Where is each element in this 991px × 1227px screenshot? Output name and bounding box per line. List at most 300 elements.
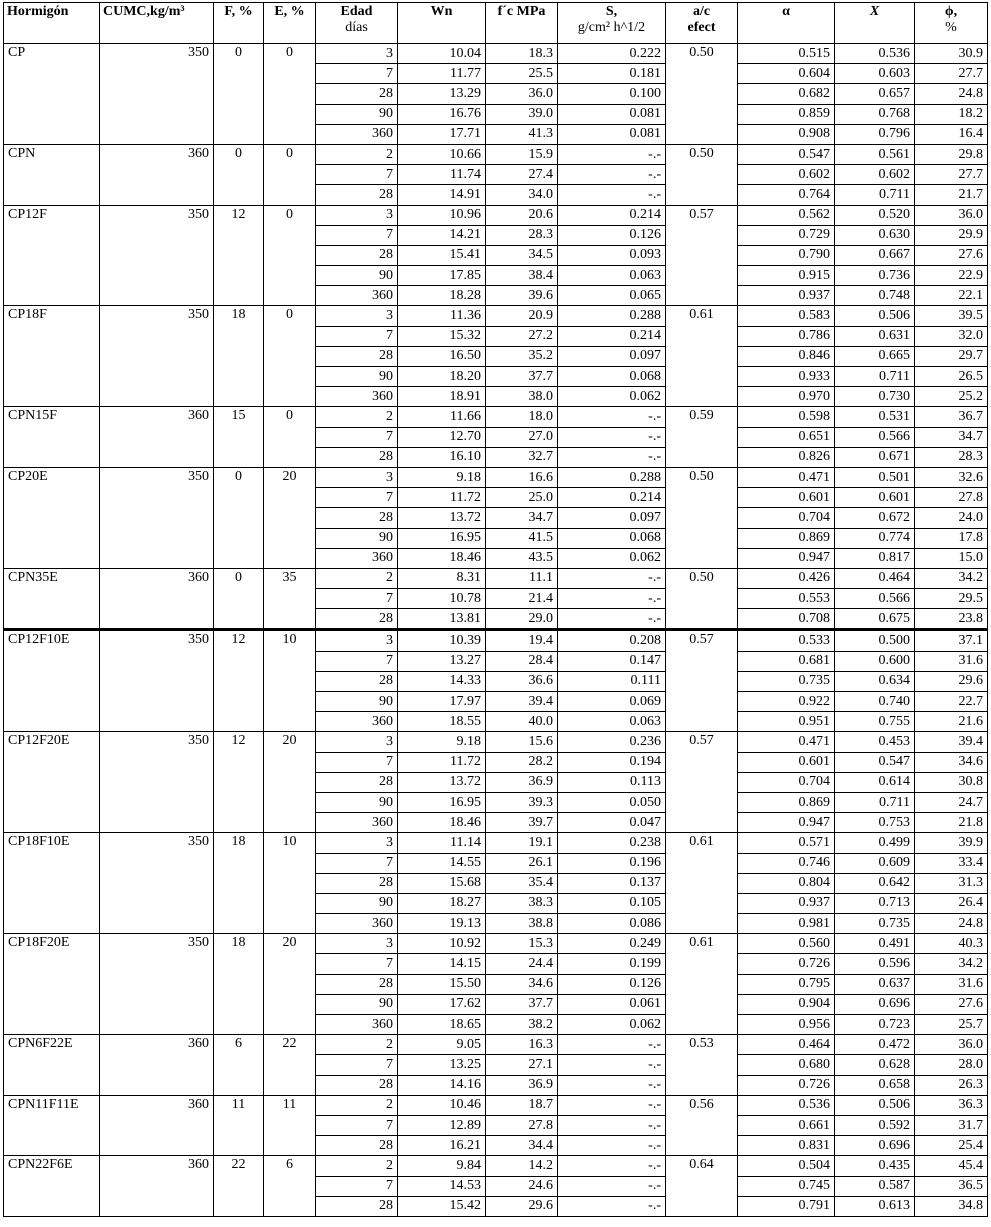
x-cell: 0.755	[835, 712, 915, 732]
wn-cell: 15.41	[398, 245, 486, 265]
f-cell: 11	[214, 1095, 264, 1156]
s-cell: 0.065	[558, 286, 666, 306]
fc-cell: 34.7	[486, 508, 558, 528]
x-cell: 0.675	[835, 609, 915, 630]
x-cell: 0.774	[835, 528, 915, 548]
x-cell: 0.566	[835, 427, 915, 447]
edad-cell: 2	[316, 568, 398, 588]
edad-cell: 360	[316, 914, 398, 934]
phi-cell: 31.6	[915, 974, 988, 994]
fc-cell: 27.2	[486, 326, 558, 346]
s-cell: -.-	[558, 1176, 666, 1196]
f-cell: 12	[214, 732, 264, 833]
wn-cell: 18.27	[398, 893, 486, 913]
wn-cell: 9.18	[398, 732, 486, 752]
wn-cell: 14.53	[398, 1176, 486, 1196]
phi-cell: 39.4	[915, 732, 988, 752]
alpha-cell: 0.471	[738, 732, 835, 752]
alpha-cell: 0.661	[738, 1115, 835, 1135]
edad-cell: 28	[316, 185, 398, 205]
edad-cell: 28	[316, 1075, 398, 1095]
alpha-cell: 0.536	[738, 1095, 835, 1115]
alpha-cell: 0.915	[738, 266, 835, 286]
s-cell: 0.062	[558, 1015, 666, 1035]
ac-cell: 0.61	[666, 306, 738, 407]
wn-cell: 10.39	[398, 630, 486, 651]
fc-cell: 36.0	[486, 84, 558, 104]
s-cell: 0.236	[558, 732, 666, 752]
fc-cell: 41.5	[486, 528, 558, 548]
fc-cell: 16.3	[486, 1035, 558, 1055]
s-cell: 0.199	[558, 954, 666, 974]
fc-cell: 15.3	[486, 934, 558, 954]
x-cell: 0.491	[835, 934, 915, 954]
phi-cell: 30.8	[915, 772, 988, 792]
fc-cell: 19.1	[486, 833, 558, 853]
f-cell: 18	[214, 934, 264, 1035]
edad-cell: 7	[316, 64, 398, 84]
table-row	[4, 1035, 988, 1055]
s-cell: 0.069	[558, 692, 666, 712]
wn-cell: 15.32	[398, 326, 486, 346]
alpha-cell: 0.735	[738, 671, 835, 691]
s-cell: -.-	[558, 165, 666, 185]
wn-cell: 11.77	[398, 64, 486, 84]
edad-cell: 7	[316, 165, 398, 185]
s-cell: 0.100	[558, 84, 666, 104]
e-cell: 10	[264, 630, 316, 732]
phi-cell: 27.7	[915, 165, 988, 185]
edad-cell: 28	[316, 1136, 398, 1156]
fc-cell: 28.3	[486, 225, 558, 245]
wn-cell: 13.72	[398, 508, 486, 528]
alpha-cell: 0.908	[738, 124, 835, 144]
x-cell: 0.711	[835, 367, 915, 387]
fc-cell: 39.6	[486, 286, 558, 306]
s-cell: 0.068	[558, 367, 666, 387]
wn-cell: 10.78	[398, 589, 486, 609]
edad-cell: 28	[316, 873, 398, 893]
edad-cell: 3	[316, 833, 398, 853]
phi-cell: 29.5	[915, 589, 988, 609]
fc-cell: 15.9	[486, 144, 558, 164]
phi-cell: 29.8	[915, 144, 988, 164]
phi-cell: 29.7	[915, 346, 988, 366]
edad-cell: 90	[316, 792, 398, 812]
e-cell: 10	[264, 833, 316, 934]
fc-cell: 34.4	[486, 1136, 558, 1156]
alpha-cell: 0.533	[738, 630, 835, 651]
alpha-cell: 0.947	[738, 813, 835, 833]
fc-cell: 37.7	[486, 367, 558, 387]
s-cell: 0.062	[558, 548, 666, 568]
header-row	[4, 3, 988, 44]
edad-cell: 90	[316, 893, 398, 913]
x-cell: 0.657	[835, 84, 915, 104]
wn-cell: 14.21	[398, 225, 486, 245]
s-cell: 0.147	[558, 651, 666, 671]
fc-cell: 40.0	[486, 712, 558, 732]
edad-cell: 360	[316, 387, 398, 407]
e-cell: 0	[264, 44, 316, 145]
alpha-cell: 0.464	[738, 1035, 835, 1055]
edad-cell: 28	[316, 609, 398, 630]
alpha-cell: 0.869	[738, 528, 835, 548]
cumc-cell: 360	[100, 1156, 214, 1217]
phi-cell: 36.0	[915, 1035, 988, 1055]
wn-cell: 18.91	[398, 387, 486, 407]
data-table	[3, 2, 988, 1217]
alpha-cell: 0.933	[738, 367, 835, 387]
s-cell: 0.196	[558, 853, 666, 873]
x-cell: 0.665	[835, 346, 915, 366]
wn-cell: 18.20	[398, 367, 486, 387]
wn-cell: 11.14	[398, 833, 486, 853]
phi-cell: 28.3	[915, 447, 988, 467]
table-row	[4, 144, 988, 164]
edad-cell: 3	[316, 467, 398, 487]
table-row	[4, 44, 988, 64]
e-cell: 0	[264, 144, 316, 205]
wn-cell: 10.04	[398, 44, 486, 64]
edad-cell: 28	[316, 346, 398, 366]
ac-cell: 0.56	[666, 1095, 738, 1156]
edad-cell: 360	[316, 286, 398, 306]
fc-cell: 11.1	[486, 568, 558, 588]
x-cell: 0.630	[835, 225, 915, 245]
ac-cell: 0.57	[666, 205, 738, 306]
edad-cell: 28	[316, 508, 398, 528]
edad-cell: 360	[316, 124, 398, 144]
x-cell: 0.768	[835, 104, 915, 124]
fc-cell: 35.4	[486, 873, 558, 893]
alpha-cell: 0.790	[738, 245, 835, 265]
phi-cell: 29.6	[915, 671, 988, 691]
phi-cell: 34.2	[915, 568, 988, 588]
wn-cell: 10.46	[398, 1095, 486, 1115]
edad-cell: 90	[316, 367, 398, 387]
s-cell: 0.214	[558, 488, 666, 508]
edad-cell: 90	[316, 266, 398, 286]
alpha-cell: 0.708	[738, 609, 835, 630]
s-cell: 0.249	[558, 934, 666, 954]
phi-cell: 23.8	[915, 609, 988, 630]
e-cell: 0	[264, 306, 316, 407]
cumc-cell: 350	[100, 205, 214, 306]
fc-cell: 18.7	[486, 1095, 558, 1115]
x-cell: 0.464	[835, 568, 915, 588]
wn-cell: 15.42	[398, 1196, 486, 1216]
f-cell: 12	[214, 630, 264, 732]
e-cell: 22	[264, 1035, 316, 1096]
e-cell: 20	[264, 467, 316, 568]
header-wn: Wn	[398, 3, 486, 44]
alpha-cell: 0.826	[738, 447, 835, 467]
wn-cell: 9.18	[398, 467, 486, 487]
edad-cell: 28	[316, 245, 398, 265]
header-hormigon: Hormigón	[4, 3, 100, 44]
fc-cell: 27.1	[486, 1055, 558, 1075]
e-cell: 20	[264, 934, 316, 1035]
s-cell: 0.063	[558, 266, 666, 286]
f-cell: 15	[214, 407, 264, 468]
alpha-cell: 0.726	[738, 954, 835, 974]
wn-cell: 13.25	[398, 1055, 486, 1075]
fc-cell: 38.0	[486, 387, 558, 407]
mix-name-cell: CPN22F6E	[4, 1156, 100, 1217]
mix-name-cell: CP12F10E	[4, 630, 100, 732]
wn-cell: 8.31	[398, 568, 486, 588]
x-cell: 0.740	[835, 692, 915, 712]
header-fc: f´c MPa	[486, 3, 558, 44]
phi-cell: 22.9	[915, 266, 988, 286]
phi-cell: 27.7	[915, 64, 988, 84]
alpha-cell: 0.970	[738, 387, 835, 407]
fc-cell: 20.9	[486, 306, 558, 326]
wn-cell: 19.13	[398, 914, 486, 934]
cumc-cell: 350	[100, 467, 214, 568]
s-cell: 0.050	[558, 792, 666, 812]
edad-cell: 90	[316, 104, 398, 124]
table-row	[4, 732, 988, 752]
wn-cell: 15.50	[398, 974, 486, 994]
s-cell: -.-	[558, 1035, 666, 1055]
phi-cell: 34.2	[915, 954, 988, 974]
x-cell: 0.658	[835, 1075, 915, 1095]
header-alpha: α	[738, 3, 835, 44]
table-row	[4, 467, 988, 487]
fc-cell: 19.4	[486, 630, 558, 651]
wn-cell: 17.62	[398, 994, 486, 1014]
cumc-cell: 350	[100, 44, 214, 145]
mix-name-cell: CP18F10E	[4, 833, 100, 934]
fc-cell: 27.8	[486, 1115, 558, 1135]
edad-cell: 28	[316, 671, 398, 691]
fc-cell: 32.7	[486, 447, 558, 467]
wn-cell: 11.36	[398, 306, 486, 326]
alpha-cell: 0.846	[738, 346, 835, 366]
phi-cell: 21.6	[915, 712, 988, 732]
x-cell: 0.600	[835, 651, 915, 671]
table-row	[4, 306, 988, 326]
fc-cell: 24.4	[486, 954, 558, 974]
s-cell: 0.097	[558, 346, 666, 366]
wn-cell: 14.16	[398, 1075, 486, 1095]
alpha-cell: 0.598	[738, 407, 835, 427]
edad-cell: 7	[316, 954, 398, 974]
fc-cell: 25.0	[486, 488, 558, 508]
s-cell: 0.111	[558, 671, 666, 691]
ac-cell: 0.64	[666, 1156, 738, 1217]
wn-cell: 10.96	[398, 205, 486, 225]
x-cell: 0.631	[835, 326, 915, 346]
phi-cell: 24.8	[915, 914, 988, 934]
fc-cell: 38.3	[486, 893, 558, 913]
f-cell: 6	[214, 1035, 264, 1096]
mix-name-cell: CPN35E	[4, 568, 100, 630]
ac-cell: 0.61	[666, 934, 738, 1035]
edad-cell: 90	[316, 528, 398, 548]
cumc-cell: 360	[100, 1035, 214, 1096]
edad-cell: 2	[316, 407, 398, 427]
x-cell: 0.531	[835, 407, 915, 427]
ac-cell: 0.50	[666, 467, 738, 568]
wn-cell: 9.84	[398, 1156, 486, 1176]
fc-cell: 36.9	[486, 1075, 558, 1095]
edad-cell: 7	[316, 326, 398, 346]
x-cell: 0.601	[835, 488, 915, 508]
cumc-cell: 360	[100, 568, 214, 630]
s-cell: 0.081	[558, 104, 666, 124]
mix-name-cell: CP12F20E	[4, 732, 100, 833]
fc-cell: 18.3	[486, 44, 558, 64]
edad-cell: 3	[316, 630, 398, 651]
alpha-cell: 0.746	[738, 853, 835, 873]
fc-cell: 38.2	[486, 1015, 558, 1035]
phi-cell: 39.5	[915, 306, 988, 326]
phi-cell: 34.7	[915, 427, 988, 447]
phi-cell: 32.6	[915, 467, 988, 487]
f-cell: 12	[214, 205, 264, 306]
wn-cell: 17.71	[398, 124, 486, 144]
x-cell: 0.671	[835, 447, 915, 467]
s-cell: 0.288	[558, 306, 666, 326]
x-cell: 0.609	[835, 853, 915, 873]
edad-cell: 7	[316, 589, 398, 609]
wn-cell: 16.10	[398, 447, 486, 467]
phi-cell: 22.1	[915, 286, 988, 306]
alpha-cell: 0.791	[738, 1196, 835, 1216]
wn-cell: 14.15	[398, 954, 486, 974]
mix-name-cell: CPN	[4, 144, 100, 205]
x-cell: 0.748	[835, 286, 915, 306]
edad-cell: 7	[316, 427, 398, 447]
mix-name-cell: CP12F	[4, 205, 100, 306]
mix-name-cell: CP18F20E	[4, 934, 100, 1035]
ac-cell: 0.50	[666, 568, 738, 630]
edad-cell: 90	[316, 994, 398, 1014]
edad-cell: 28	[316, 1196, 398, 1216]
wn-cell: 16.95	[398, 792, 486, 812]
fc-cell: 34.6	[486, 974, 558, 994]
s-cell: 0.093	[558, 245, 666, 265]
x-cell: 0.614	[835, 772, 915, 792]
x-cell: 0.817	[835, 548, 915, 568]
mix-name-cell: CPN6F22E	[4, 1035, 100, 1096]
alpha-cell: 0.904	[738, 994, 835, 1014]
fc-cell: 39.4	[486, 692, 558, 712]
fc-cell: 24.6	[486, 1176, 558, 1196]
fc-cell: 38.4	[486, 266, 558, 286]
x-cell: 0.667	[835, 245, 915, 265]
wn-cell: 11.72	[398, 488, 486, 508]
x-cell: 0.596	[835, 954, 915, 974]
s-cell: 0.061	[558, 994, 666, 1014]
table-body	[4, 44, 988, 1217]
fc-cell: 14.2	[486, 1156, 558, 1176]
s-cell: 0.288	[558, 467, 666, 487]
x-cell: 0.642	[835, 873, 915, 893]
s-cell: -.-	[558, 589, 666, 609]
edad-cell: 28	[316, 447, 398, 467]
f-cell: 0	[214, 44, 264, 145]
alpha-cell: 0.937	[738, 286, 835, 306]
s-cell: 0.113	[558, 772, 666, 792]
fc-cell: 37.7	[486, 994, 558, 1014]
x-cell: 0.536	[835, 44, 915, 64]
wn-cell: 13.27	[398, 651, 486, 671]
alpha-cell: 0.553	[738, 589, 835, 609]
x-cell: 0.730	[835, 387, 915, 407]
alpha-cell: 0.745	[738, 1176, 835, 1196]
wn-cell: 13.72	[398, 772, 486, 792]
phi-cell: 34.6	[915, 752, 988, 772]
wn-cell: 15.68	[398, 873, 486, 893]
edad-cell: 3	[316, 44, 398, 64]
header-f: F, %	[214, 3, 264, 44]
s-cell: 0.063	[558, 712, 666, 732]
wn-cell: 14.55	[398, 853, 486, 873]
phi-cell: 22.7	[915, 692, 988, 712]
cumc-cell: 350	[100, 833, 214, 934]
phi-cell: 26.5	[915, 367, 988, 387]
alpha-cell: 0.583	[738, 306, 835, 326]
s-cell: 0.194	[558, 752, 666, 772]
s-cell: 0.097	[558, 508, 666, 528]
alpha-cell: 0.471	[738, 467, 835, 487]
x-cell: 0.696	[835, 994, 915, 1014]
phi-cell: 29.9	[915, 225, 988, 245]
phi-cell: 31.3	[915, 873, 988, 893]
cumc-cell: 350	[100, 630, 214, 732]
edad-cell: 7	[316, 1176, 398, 1196]
edad-cell: 28	[316, 84, 398, 104]
wn-cell: 11.74	[398, 165, 486, 185]
edad-cell: 28	[316, 974, 398, 994]
ac-cell: 0.61	[666, 833, 738, 934]
alpha-cell: 0.981	[738, 914, 835, 934]
f-cell: 22	[214, 1156, 264, 1217]
wn-cell: 18.65	[398, 1015, 486, 1035]
s-cell: 0.126	[558, 225, 666, 245]
ac-cell: 0.57	[666, 630, 738, 732]
cumc-cell: 360	[100, 144, 214, 205]
x-cell: 0.628	[835, 1055, 915, 1075]
alpha-cell: 0.571	[738, 833, 835, 853]
s-cell: -.-	[558, 144, 666, 164]
e-cell: 35	[264, 568, 316, 630]
phi-cell: 15.0	[915, 548, 988, 568]
phi-cell: 24.8	[915, 84, 988, 104]
wn-cell: 10.92	[398, 934, 486, 954]
x-cell: 0.711	[835, 792, 915, 812]
fc-cell: 43.5	[486, 548, 558, 568]
fc-cell: 27.0	[486, 427, 558, 447]
alpha-cell: 0.764	[738, 185, 835, 205]
header-edad: Edad días	[316, 3, 398, 44]
edad-cell: 7	[316, 1055, 398, 1075]
alpha-cell: 0.562	[738, 205, 835, 225]
alpha-cell: 0.515	[738, 44, 835, 64]
x-cell: 0.472	[835, 1035, 915, 1055]
fc-cell: 28.4	[486, 651, 558, 671]
phi-cell: 36.5	[915, 1176, 988, 1196]
phi-cell: 32.0	[915, 326, 988, 346]
phi-cell: 25.4	[915, 1136, 988, 1156]
x-cell: 0.435	[835, 1156, 915, 1176]
wn-cell: 16.50	[398, 346, 486, 366]
s-cell: -.-	[558, 447, 666, 467]
